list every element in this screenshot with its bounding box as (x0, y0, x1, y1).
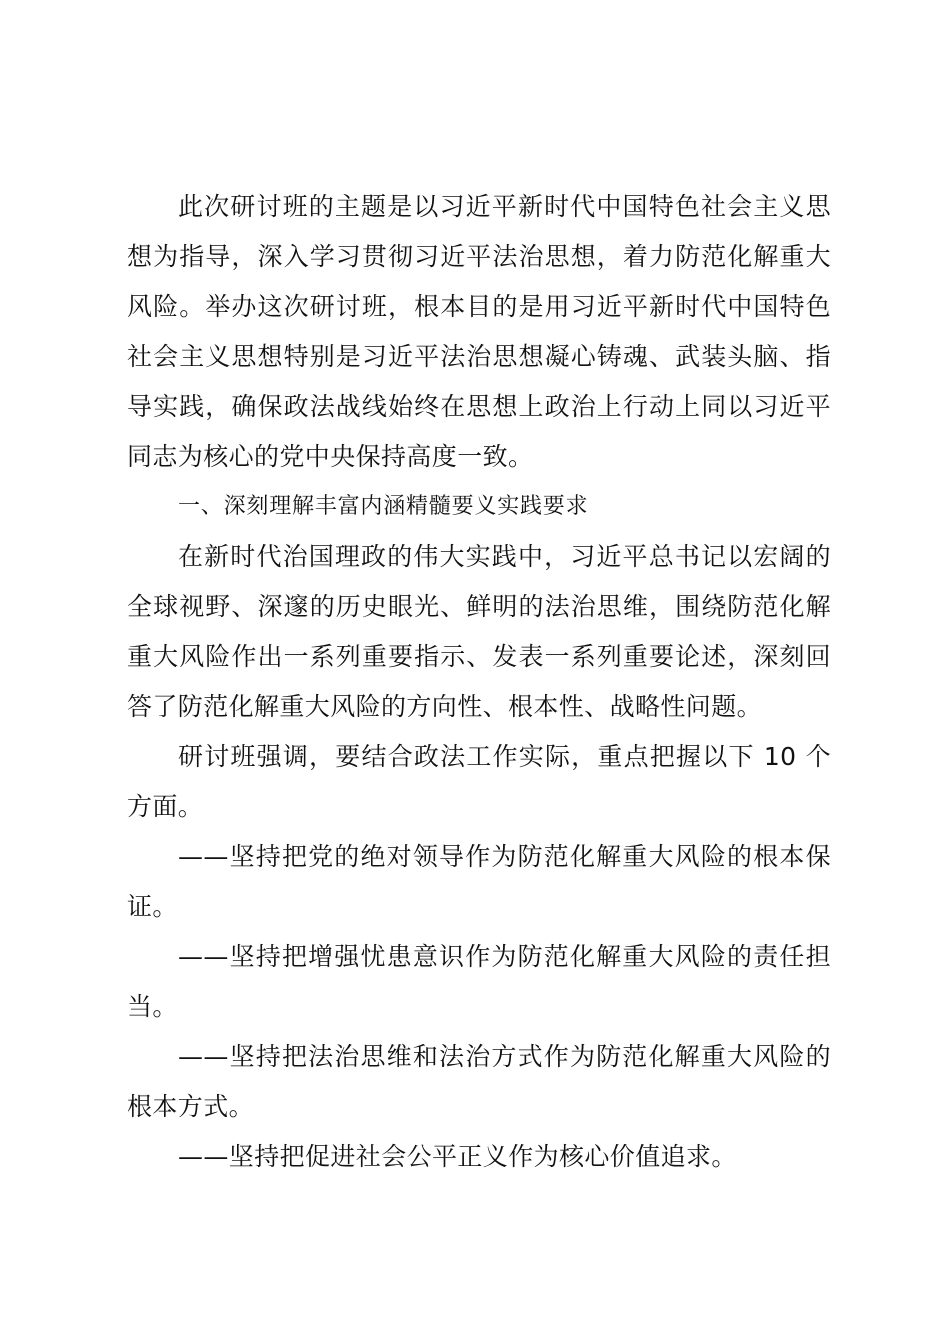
document-body (127, 182, 831, 1182)
paragraph-ten-aspects: 研讨班强调，要结合政法工作实际，重点把握以下 10 个方面。 (127, 742, 831, 821)
paragraph-practice: 在新时代治国理政的伟大实践中，习近平总书记以宏阔的全球视野、深邃的历史眼光、鲜明的法治思维，围绕防范化解重大风险作出一系列重要指示、发表一系列重要论述，深刻回答了防范化解重大风险的方向性、根本性、战略性问题。 (127, 542, 831, 721)
list-item-3: ——坚持把法治思维和法治方式作为防范化解重大风险的根本方式。 (127, 1042, 831, 1121)
paragraph-intro: 此次研讨班的主题是以习近平新时代中国特色社会主义思想为指导，深入学习贯彻习近平法治思想，着力防范化解重大风险。举办这次研讨班，根本目的是用习近平新时代中国特色社会主义思想特别是习近平法治思想凝心铸魂、武装头脑、指导实践，确保政法战线始终在思想上政治上行动上同以习近平同志为核心的党中央保持高度一致。 (127, 192, 831, 471)
list-item-4: ——坚持把促进社会公平正义作为核心价值追求。 (178, 1142, 737, 1171)
list-item-2: ——坚持把增强忧患意识作为防范化解重大风险的责任担当。 (127, 942, 831, 1021)
list-item-1: ——坚持把党的绝对领导作为防范化解重大风险的根本保证。 (127, 842, 831, 921)
section-heading-1: 一、深刻理解丰富内涵精髓要义实践要求 (178, 494, 589, 519)
